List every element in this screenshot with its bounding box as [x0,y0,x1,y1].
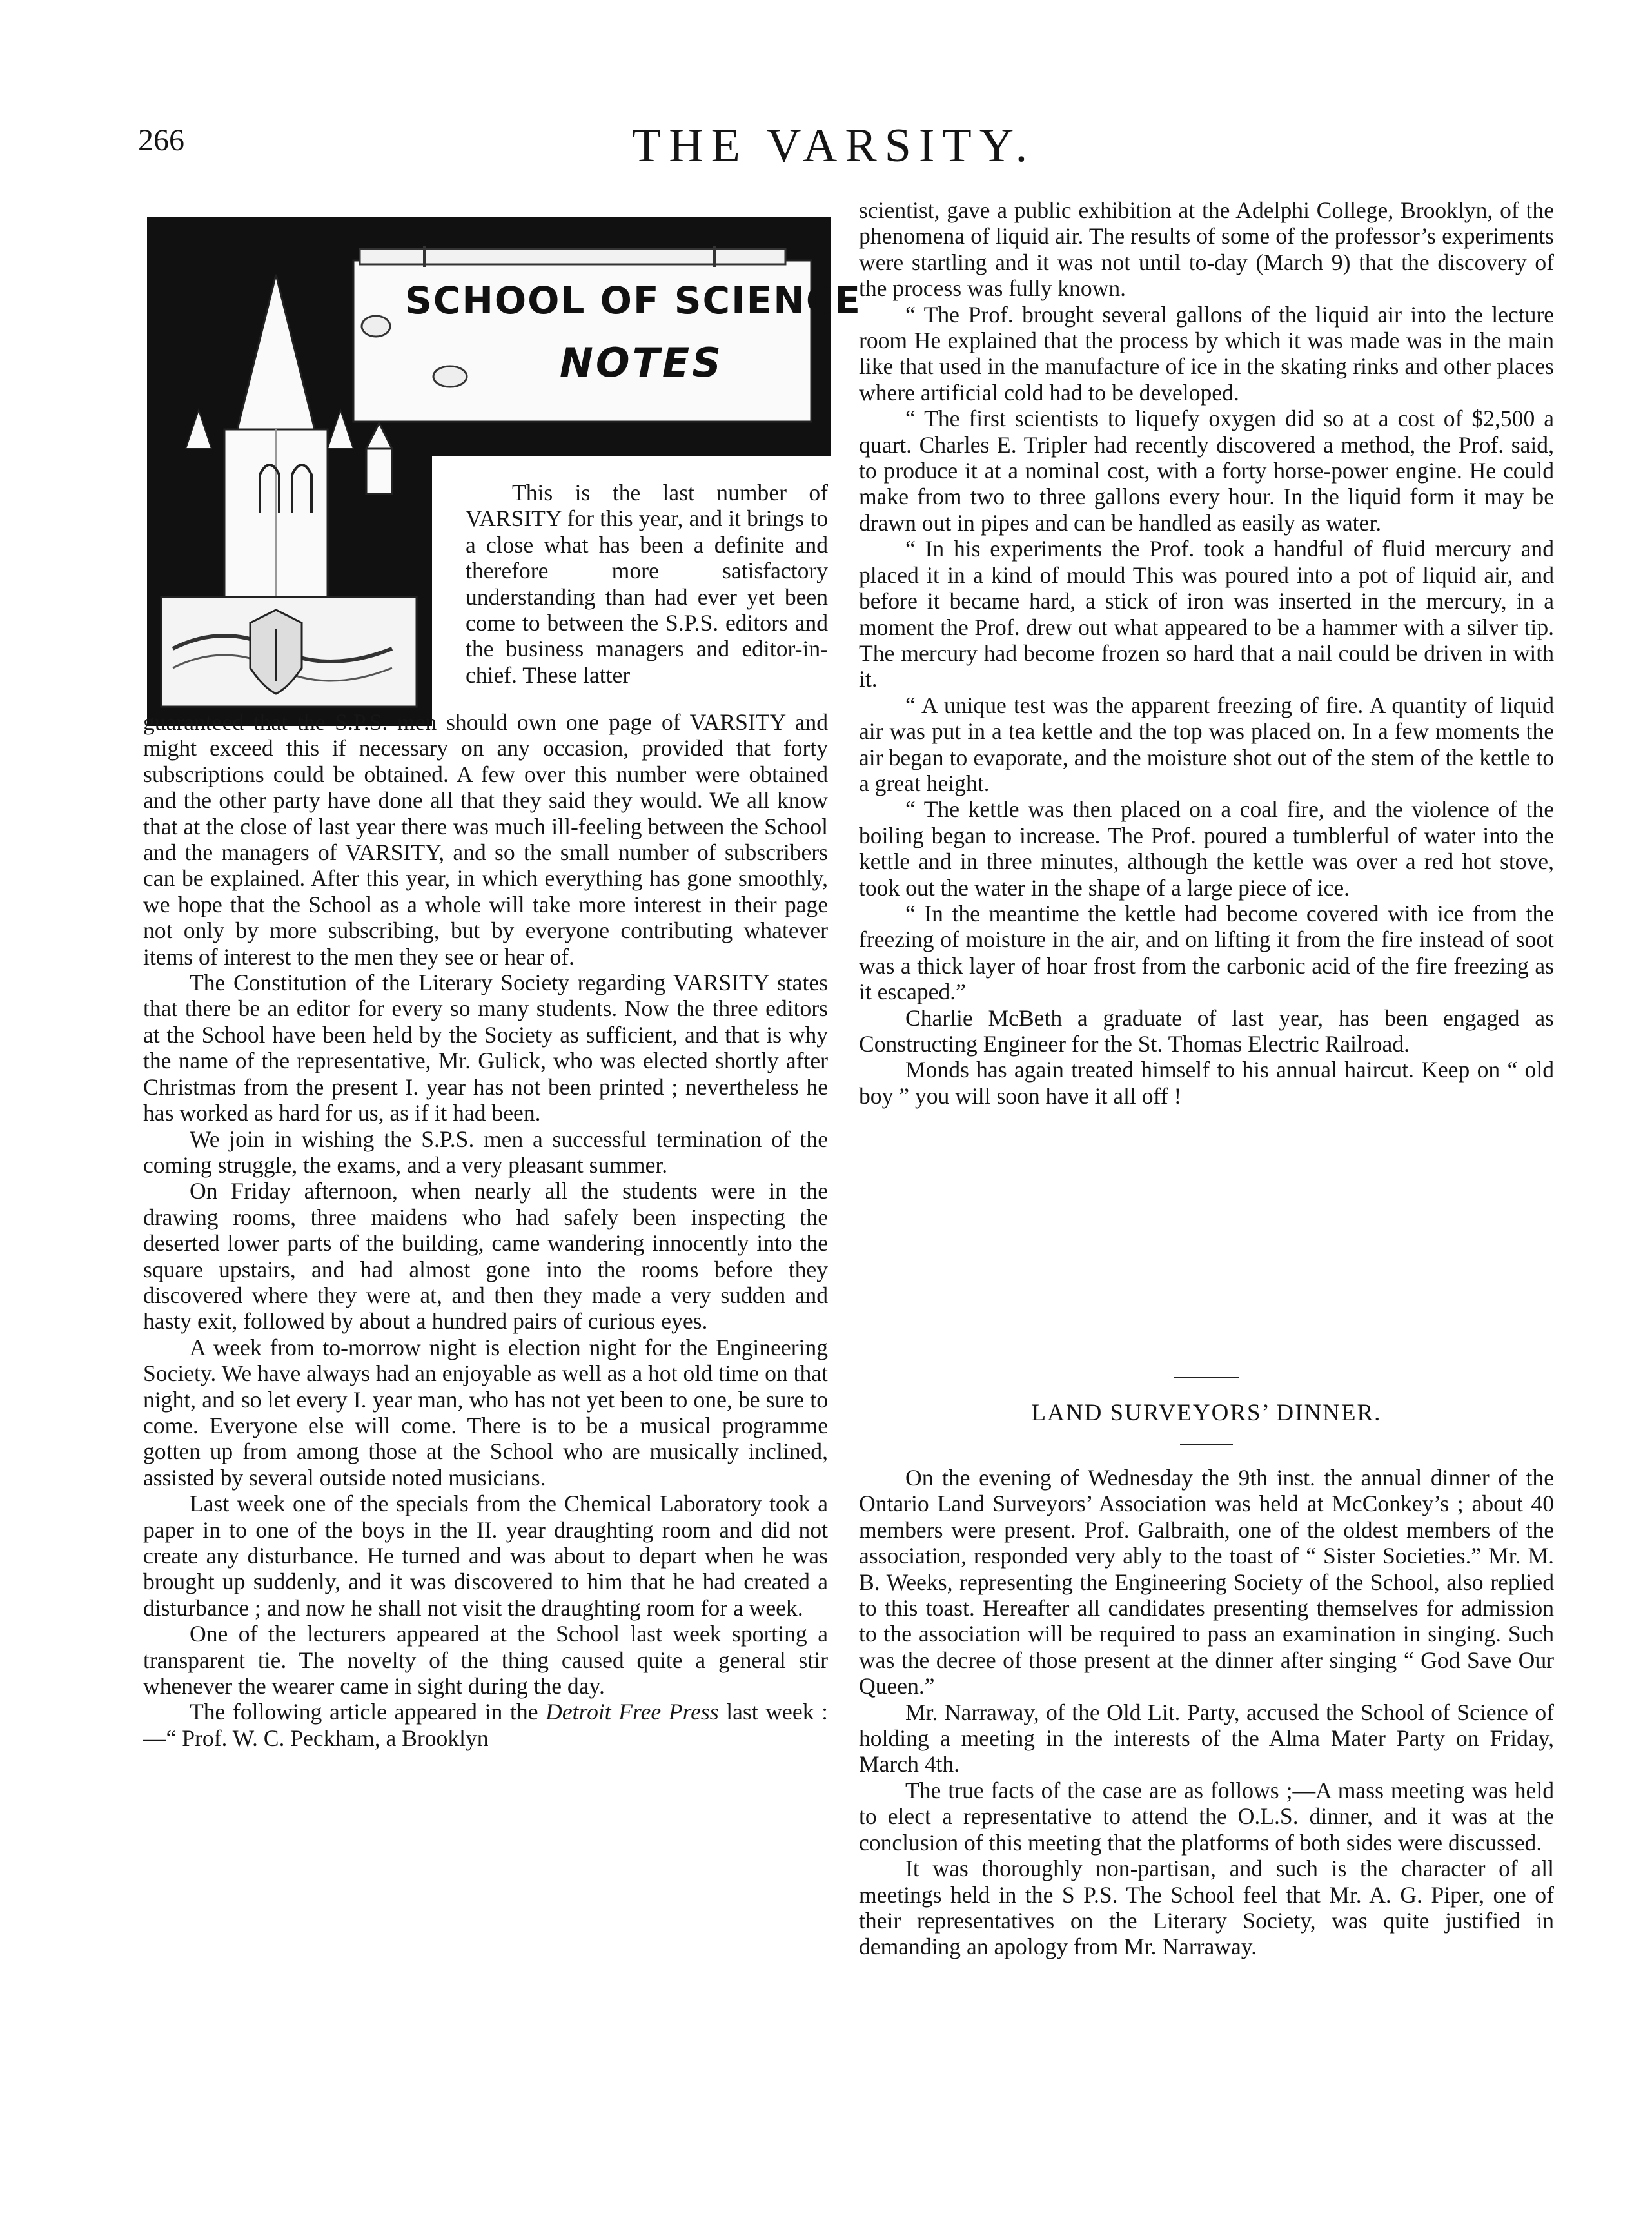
paragraph: We join in wishing the S.P.S. men a successful termination of the coming struggle, the exams, and a very pleasant summer. [143,1126,828,1178]
paragraph: One of the lecturers appeared at the School last week sporting a transparent tie. The novelty of the thing caused quite a general stir whenever the wearer came in sight during the day. [143,1621,828,1700]
paragraph: “ The Prof. brought several gallons of the liquid air into the lecture room He explained that the process by which it was made was in the main like that used in the manufacture of ice in the skating rinks and other places where artificial cold had to be developed. [859,301,1554,406]
divider-rule [1174,1377,1239,1378]
right-column-bottom [859,1465,1554,1960]
running-head: THE VARSITY. [632,119,1036,172]
paragraph-detroit-free-press [143,1699,828,1751]
paragraph: “ In his experiments the Prof. took a handful of fluid mercury and placed it in a kind of mould This was poured into a pot of liquid air, and before it became hard, a stick of iron was inserted in the mercury, in a moment the Prof. drew out what appeared to be a hammer with a silver tip. The mercury had become frozen so hard that a nail could be driven in with it. [859,536,1554,692]
paragraph: Last week one of the specials from the Chemical Laboratory took a paper in to one of the boys in the II. year draughting room and did not create any disturbance. He turned and was about to depart when he was brought up suddenly, and it was discovered to him that he had created a disturbance ; and now he shall not visit the draughting room for a week. [143,1491,828,1621]
newspaper-title: Detroit Free Press [546,1699,719,1725]
text-span: The following article appeared in the [190,1699,546,1725]
masthead-title-line2: NOTES [560,339,723,386]
paragraph: On the evening of Wednesday the 9th inst. the annual dinner of the Ontario Land Surveyors’ Association was held at McConkey’s ; about 40 members were present. Prof. Galbraith, one of the oldest members of the association, responded very ably to the toast of “ Sister Societies.” Mr. M. B. Weeks, representing the Engineering Society of the School, also replied to this toast. Hereafter all candidates presenting themselves for admission to the association will be required to pass an examination in singing. Such was the decree of those present at the dinner after singing “ God Save Our Queen.” [859,1465,1554,1700]
paragraph: Monds has again treated himself to his annual haircut. Keep on “ old boy ” you will soon have it all off ! [859,1057,1554,1109]
intro-paragraph: This is the last number of VARSITY for this year, and it brings to a close what has been a definite and therefore more satisfactory understanding than had ever yet been come to between the S.P.S. editors and the business managers and editor-in-chief. These latter [466,480,828,688]
paragraph: “ The first scientists to liquefy oxygen did so at a cost of $2,500 a quart. Charles E. Tripler had recently discovered a method, the Prof. said, to produce it at a nominal cost, with a forty horse-power engine. He could make from two to three gallons every hour. In the liquid form it may be drawn out in pipes and can be handled as easily as water. [859,406,1554,536]
paragraph: “ In the meantime the kettle had become covered with ice from the freezing of moisture in the air, and on lifting it from the fire instead of soot was a thick layer of hoar frost from the carbonic acid of the fire freezing as it escaped.” [859,900,1554,1005]
page-number: 266 [138,123,184,157]
paragraph: Mr. Narraway, of the Old Lit. Party, accused the School of Science of holding a meeting in the interests of the Alma Mater Party on Friday, March 4th. [859,1699,1554,1778]
section-heading: LAND SURVEYORS’ DINNER. [1031,1400,1382,1426]
paragraph: “ The kettle was then placed on a coal fire, and the violence of the boiling began to increase. The Prof. poured a tumblerful of water into the kettle and in three minutes, although the kettle was over a red hot stove, took out the water in the shape of a large piece of ice. [859,796,1554,901]
paragraph: scientist, gave a public exhibition at the Adelphi College, Brooklyn, of the phenomena of liquid air. The results of some of the professor’s experiments were startling and it was not until to-day (March 9) that the discovery of the process was fully known. [859,197,1554,302]
paragraph: “ A unique test was the apparent freezing of fire. A quantity of liquid air was put in a tea kettle and the top was placed on. In a few moments the air began to evaporate, and the moisture shot out of the stem of the kettle to a great height. [859,692,1554,796]
divider-rule [1180,1444,1233,1445]
text-span: last week :—“ Prof. W. C. Peckham, a Brooklyn [143,1699,828,1751]
paragraph: The true facts of the case are as follows ;—A mass meeting was held to elect a representative to attend the O.L.S. dinner, and it was at the conclusion of this meeting that the platforms of both sides were discussed. [859,1777,1554,1856]
paragraph: The Constitution of the Literary Society regarding VARSITY states that there be an editor for every so many students. Now the three editors at the School have been held by the Society as sufficient, and that is why the name of the representative, Mr. Gulick, who was elected shortly after Christmas from the present I. year has not been printed ; nevertheless he has worked as hard for us, as if it had been. [143,970,828,1126]
intro-wrap-text [466,480,828,688]
paragraph: guaranteed that the S.P.S. men should own one page of VARSITY and might exceed this if necessary on any occasion, provided that forty subscriptions could be obtained. A few over this number were obtained and the other party have done all that they said they would. We all know that at the close of last year there was much ill-feeling between the School and the managers of VARSITY, and so the small number of subscribers can be explained. After this year, in which everything has gone smoothly, we hope that the School as a whole will take more interest in their page not only by more subscribing, but by everyone contributing whatever items of interest to the men they see or hear of. [143,709,828,970]
left-column [143,709,828,1751]
paragraph: On Friday afternoon, when nearly all the students were in the drawing rooms, three maidens who had safely been inspecting the deserted lower parts of the building, came wandering innocently into the square upstairs, and had almost gone into the rooms before they discovered where they were at, and then they made a very sudden and hasty exit, followed by about a hundred pairs of curious eyes. [143,1178,828,1335]
paragraph: Charlie McBeth a graduate of last year, has been engaged as Constructing Engineer for the St. Thomas Electric Railroad. [859,1004,1554,1057]
right-column-top [859,197,1554,1109]
masthead-title-line1: SCHOOL OF SCIENCE [405,279,862,322]
paragraph: A week from to-morrow night is election night for the Engineering Society. We have always had an enjoyable as well as a hot old time on that night, and so let every I. year man, who has not yet been to one, be sure to come. Everyone else will come. There is to be a musical programme gotten up from among those at the School who are musically inclined, assisted by several outside noted musicians. [143,1334,828,1491]
paragraph: It was thoroughly non-partisan, and such is the character of all meetings held in the S P.S. The School feel that Mr. A. G. Piper, one of their representatives on the Literary Society, was quite justified in demanding an apology from Mr. Narraway. [859,1856,1554,1960]
